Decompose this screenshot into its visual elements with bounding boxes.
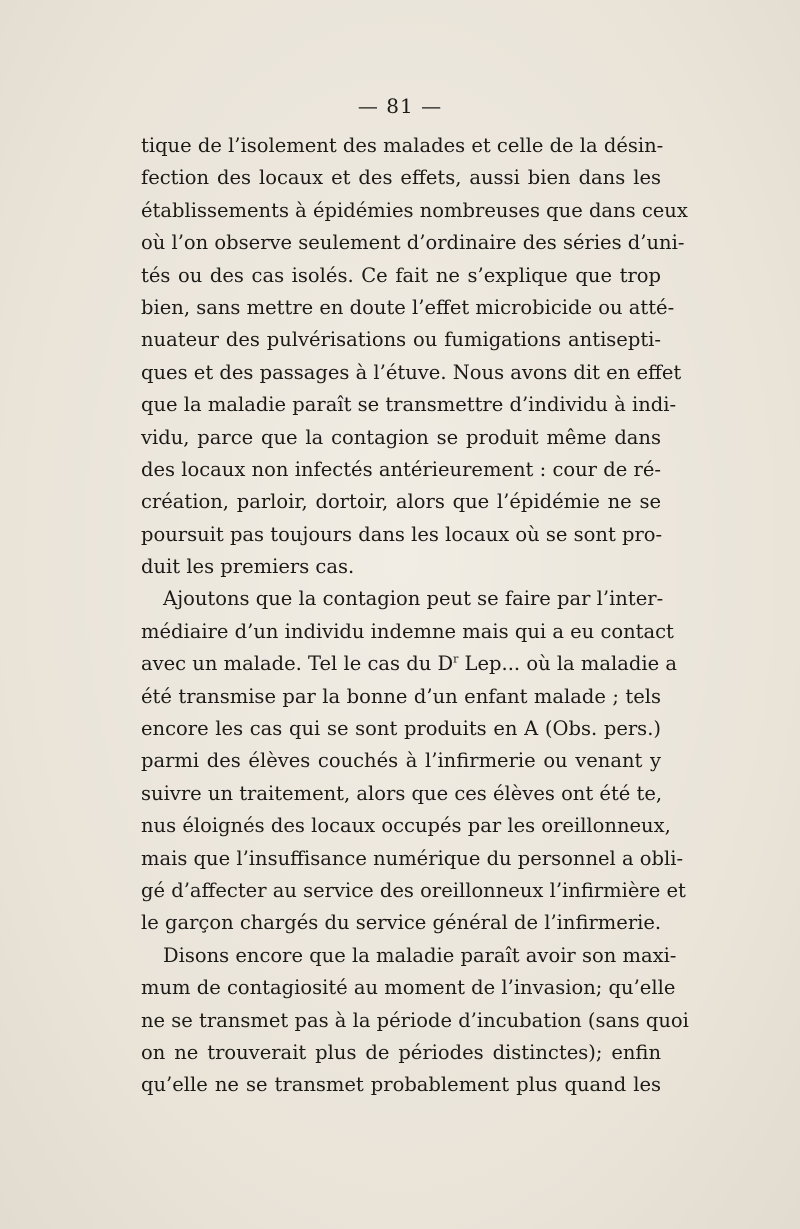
text-line: nus éloignés des locaux occupés par les oreillonneux, — [141, 814, 671, 838]
text-line: suivre un traitement, alors que ces élèves ont été te, — [141, 781, 663, 805]
text-line: fection des locaux et des effets, aussi bien dans les — [141, 166, 661, 190]
text-line: poursuit pas toujours dans les locaux où se sont pro- — [141, 522, 663, 546]
text-line: parmi des élèves couchés à l’infirmerie ou venant y — [141, 749, 661, 773]
superscript: r — [453, 652, 459, 666]
body-text — [141, 130, 689, 1102]
text-line: tique de l’isolement des malades et celle de la désin- — [141, 134, 664, 157]
text-line: création, parloir, dortoir, alors que l’épidémie ne se — [141, 490, 661, 514]
text-line: Disons encore que la maladie paraît avoir son maxi- — [163, 943, 677, 967]
text-line: mais que l’insuffisance numérique du personnel a obli- — [141, 846, 684, 870]
text-line-with-superscript — [141, 648, 677, 680]
text-fragment: avec un malade. Tel le cas du D — [141, 652, 454, 676]
text-line: ques et des passages à l’étuve. Nous avons dit en effet — [141, 360, 682, 384]
text-line: été transmise par la bonne d’un enfant malade ; tels — [141, 684, 661, 708]
text-line: bien, sans mettre en doute l’effet microbicide ou atté- — [141, 295, 675, 319]
text-line: tés ou des cas isolés. Ce fait ne s’explique que trop — [141, 263, 661, 287]
text-line: que la maladie paraît se transmettre d’individu à indi- — [141, 393, 677, 417]
text-line: établissements à épidémies nombreuses que dans ceux — [141, 198, 688, 222]
text-line: nuateur des pulvérisations ou fumigations antisepti- — [141, 328, 661, 352]
text-line: qu’elle ne se transmet probablement plus quand les — [141, 1073, 661, 1097]
paragraph-1 — [141, 130, 688, 583]
text-line: duit les premiers cas. — [141, 555, 355, 579]
paragraph-2 — [141, 583, 686, 939]
text-line: Ajoutons que la contagion peut se faire par l’inter- — [163, 587, 664, 611]
text-line: des locaux non infectés antérieurement : cour de ré- — [141, 457, 661, 481]
text-line: encore les cas qui se sont produits en A (Obs. pers.) — [141, 717, 661, 741]
text-line: on ne trouverait plus de périodes distinctes); enfin — [141, 1040, 661, 1064]
text-line: vidu, parce que la contagion se produit même dans — [141, 425, 661, 449]
page-number: — 81 — — [357, 94, 443, 118]
text-line: où l’on observe seulement d’ordinaire des séries d’uni- — [141, 231, 685, 255]
text-line: gé d’affecter au service des oreillonneux l’infirmière et — [141, 878, 686, 902]
text-line: mum de contagiosité au moment de l’invasion; qu’elle — [141, 976, 676, 1000]
paragraph-3 — [141, 940, 689, 1102]
text-line: ne se transmet pas à la période d’incubation (sans quoi — [141, 1008, 689, 1032]
text-line: le garçon chargés du service général de l’infirmerie. — [141, 911, 662, 935]
text-line: médiaire d’un individu indemne mais qui a eu contact — [141, 619, 674, 643]
text-fragment: Lep... où la maladie a — [458, 652, 677, 676]
